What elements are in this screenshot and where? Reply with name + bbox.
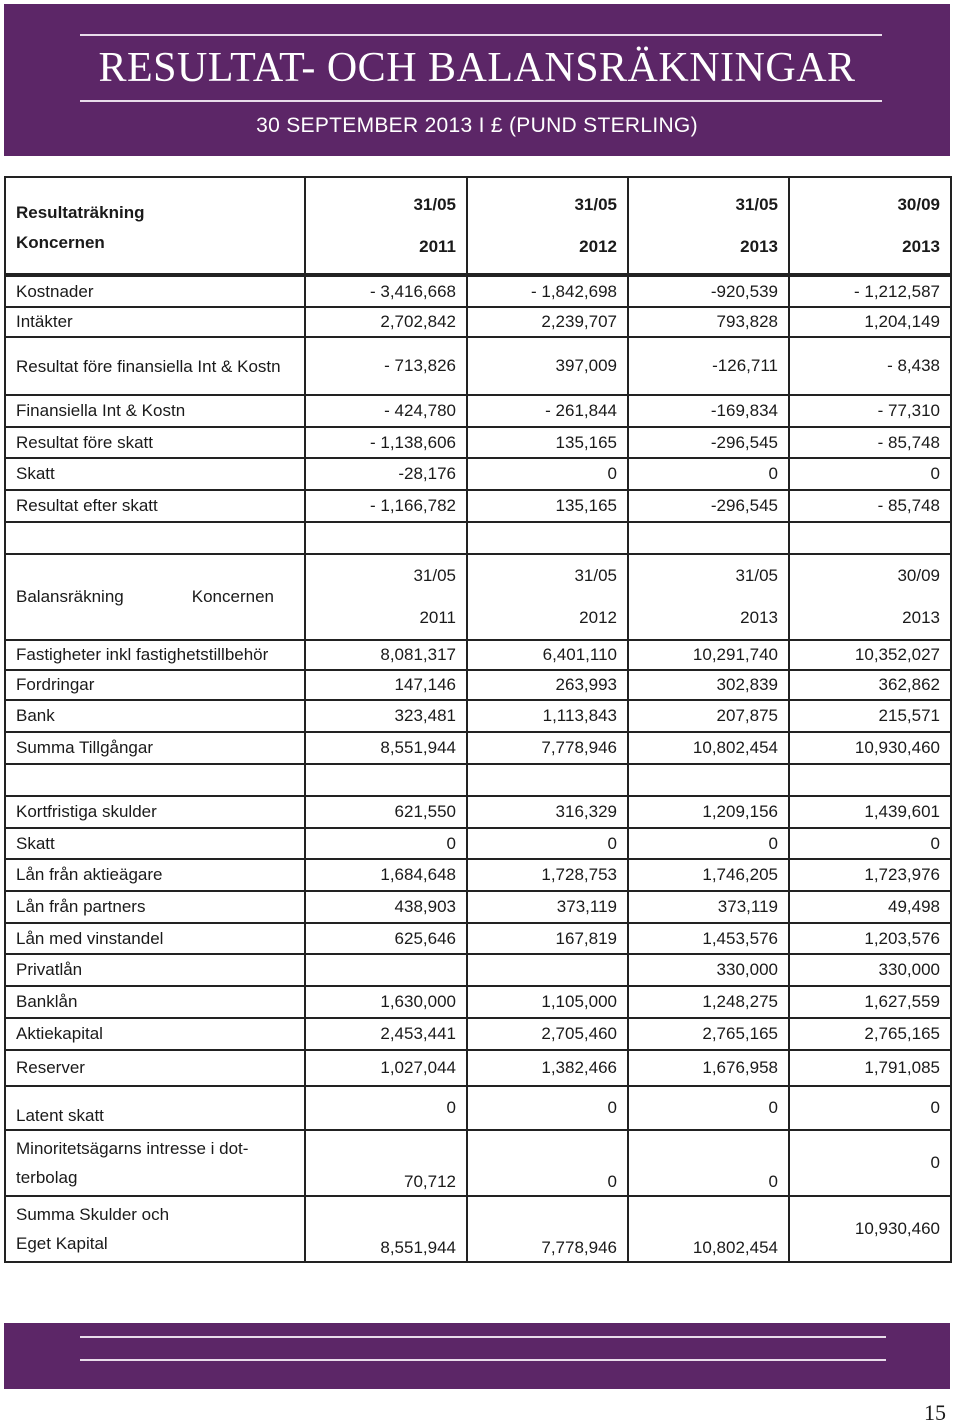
cell-value: 302,839 — [628, 670, 789, 700]
row-label: Kostnader — [5, 275, 305, 307]
cell-value: -126,711 — [628, 337, 789, 395]
balance-col-header: 30/09 2013 — [789, 554, 951, 640]
cell-value: 2,765,165 — [789, 1018, 951, 1050]
cell-value: 0 — [305, 828, 467, 859]
table-row — [5, 1086, 951, 1130]
cell-value: 1,105,000 — [467, 986, 628, 1018]
cell-value: 330,000 — [789, 954, 951, 986]
footer-rule-top — [80, 1336, 886, 1338]
income-col-header: 30/09 2013 — [789, 177, 951, 275]
cell-value: 373,119 — [467, 891, 628, 923]
header-rule-top — [80, 34, 882, 36]
income-col-header: 31/05 2013 — [628, 177, 789, 275]
cell-value: - 261,844 — [467, 395, 628, 427]
cell-value: 1,728,753 — [467, 859, 628, 891]
table-row — [5, 640, 951, 670]
row-label: Resultat före finansiella Int & Kostn — [5, 337, 305, 395]
table-row — [5, 307, 951, 337]
cell-value: 49,498 — [789, 891, 951, 923]
empty-cell — [467, 522, 628, 554]
cell-value: 1,746,205 — [628, 859, 789, 891]
table-row — [5, 458, 951, 490]
cell-value: 135,165 — [467, 427, 628, 458]
empty-cell — [5, 522, 305, 554]
row-label: Summa Tillgångar — [5, 732, 305, 764]
empty-cell — [628, 764, 789, 796]
table-row — [5, 891, 951, 923]
cell-value: - 77,310 — [789, 395, 951, 427]
cell-value: 323,481 — [305, 700, 467, 732]
cell-value: - 1,166,782 — [305, 490, 467, 522]
cell-value: 6,401,110 — [467, 640, 628, 670]
cell-value: 70,712 — [305, 1130, 467, 1196]
cell-value: 8,551,944 — [305, 1196, 467, 1262]
cell-value: 1,248,275 — [628, 986, 789, 1018]
cell-value: 7,778,946 — [467, 1196, 628, 1262]
cell-value: 793,828 — [628, 307, 789, 337]
row-label: Finansiella Int & Kostn — [5, 395, 305, 427]
empty-cell — [628, 522, 789, 554]
row-label: Aktiekapital — [5, 1018, 305, 1050]
cell-value: 330,000 — [628, 954, 789, 986]
cell-value: 1,209,156 — [628, 796, 789, 828]
cell-value: - 424,780 — [305, 395, 467, 427]
row-label: Fordringar — [5, 670, 305, 700]
cell-value: 0 — [789, 458, 951, 490]
cell-value: -296,545 — [628, 427, 789, 458]
balance-col-header: 31/05 2011 — [305, 554, 467, 640]
cell-value: 1,453,576 — [628, 923, 789, 954]
table-row — [5, 490, 951, 522]
cell-value: 1,791,085 — [789, 1050, 951, 1086]
footer-rule-bottom — [80, 1359, 886, 1361]
cell-value: 10,352,027 — [789, 640, 951, 670]
row-label — [5, 1130, 305, 1196]
row-label: Intäkter — [5, 307, 305, 337]
row-label: Skatt — [5, 458, 305, 490]
income-col-header: 31/05 2011 — [305, 177, 467, 275]
cell-value: 0 — [789, 1130, 951, 1196]
row-label: Resultat efter skatt — [5, 490, 305, 522]
balance-title: Balansräkning — [16, 587, 124, 606]
cell-value: -28,176 — [305, 458, 467, 490]
cell-value: - 85,748 — [789, 427, 951, 458]
empty-cell — [789, 764, 951, 796]
table-row — [5, 700, 951, 732]
cell-value: 1,027,044 — [305, 1050, 467, 1086]
cell-value: 625,646 — [305, 923, 467, 954]
cell-value: 7,778,946 — [467, 732, 628, 764]
income-title: Resultaträkning — [16, 202, 145, 222]
cell-value: - 1,842,698 — [467, 275, 628, 307]
cell-value: 0 — [467, 1130, 628, 1196]
row-label: Lån från partners — [5, 891, 305, 923]
balance-col-header: 31/05 2012 — [467, 554, 628, 640]
cell-value: - 85,748 — [789, 490, 951, 522]
cell-value: 1,382,466 — [467, 1050, 628, 1086]
cell-value: 373,119 — [628, 891, 789, 923]
row-label-line: Eget Kapital — [16, 1234, 108, 1253]
cell-value: 1,627,559 — [789, 986, 951, 1018]
cell-value: - 1,138,606 — [305, 427, 467, 458]
row-label — [5, 1196, 305, 1262]
header-banner — [4, 4, 950, 156]
cell-value: - 713,826 — [305, 337, 467, 395]
cell-value: 1,684,648 — [305, 859, 467, 891]
row-label: Fastigheter inkl fastighetstillbehör — [5, 640, 305, 670]
balance-col-header: 31/05 2013 — [628, 554, 789, 640]
cell-value: 215,571 — [789, 700, 951, 732]
cell-value: 362,862 — [789, 670, 951, 700]
table-row — [5, 828, 951, 859]
cell-value: 1,203,576 — [789, 923, 951, 954]
empty-cell — [467, 764, 628, 796]
cell-value: -920,539 — [628, 275, 789, 307]
cell-value: 0 — [628, 458, 789, 490]
spacer-row — [5, 764, 951, 796]
cell-value: - 8,438 — [789, 337, 951, 395]
empty-cell — [5, 764, 305, 796]
table-row — [5, 954, 951, 986]
spacer-row — [5, 522, 951, 554]
cell-value: 1,204,149 — [789, 307, 951, 337]
cell-value: 0 — [467, 828, 628, 859]
cell-value: 1,723,976 — [789, 859, 951, 891]
row-label-line: Minoritetsägarns intresse i dot- — [16, 1139, 249, 1158]
row-label-line: Summa Skulder och — [16, 1205, 170, 1224]
row-label: Lån med vinstandel — [5, 923, 305, 954]
cell-value: 0 — [628, 1086, 789, 1130]
cell-value: 207,875 — [628, 700, 789, 732]
row-label: Skatt — [5, 828, 305, 859]
page-number: 15 — [924, 1400, 946, 1425]
income-header-row — [5, 177, 951, 275]
cell-value: 0 — [467, 458, 628, 490]
table-row — [5, 1130, 951, 1196]
cell-value: 10,291,740 — [628, 640, 789, 670]
cell-value: 10,930,460 — [789, 1196, 951, 1262]
cell-value: 438,903 — [305, 891, 467, 923]
table-row — [5, 275, 951, 307]
table-row — [5, 1018, 951, 1050]
cell-value: 0 — [467, 1086, 628, 1130]
cell-value: 397,009 — [467, 337, 628, 395]
cell-value: 1,113,843 — [467, 700, 628, 732]
row-label: Latent skatt — [5, 1086, 305, 1130]
cell-value — [467, 954, 628, 986]
cell-value: -296,545 — [628, 490, 789, 522]
cell-value: 1,439,601 — [789, 796, 951, 828]
cell-value: 10,802,454 — [628, 1196, 789, 1262]
cell-value: 135,165 — [467, 490, 628, 522]
empty-cell — [789, 522, 951, 554]
cell-value: 621,550 — [305, 796, 467, 828]
cell-value: 10,930,460 — [789, 732, 951, 764]
table-row — [5, 337, 951, 395]
cell-value: 0 — [305, 1086, 467, 1130]
income-col-header: 31/05 2012 — [467, 177, 628, 275]
row-label: Privatlån — [5, 954, 305, 986]
financial-table — [4, 176, 952, 1263]
cell-value: 1,630,000 — [305, 986, 467, 1018]
cell-value: 147,146 — [305, 670, 467, 700]
cell-value: 263,993 — [467, 670, 628, 700]
cell-value: 316,329 — [467, 796, 628, 828]
empty-cell — [305, 764, 467, 796]
cell-value: 167,819 — [467, 923, 628, 954]
row-label: Reserver — [5, 1050, 305, 1086]
balance-header-row — [5, 554, 951, 640]
cell-value: -169,834 — [628, 395, 789, 427]
cell-value: - 1,212,587 — [789, 275, 951, 307]
cell-value: 2,239,707 — [467, 307, 628, 337]
table-row — [5, 427, 951, 458]
cell-value: 8,551,944 — [305, 732, 467, 764]
cell-value — [305, 954, 467, 986]
cell-value: 2,702,842 — [305, 307, 467, 337]
cell-value: 0 — [628, 828, 789, 859]
table-row — [5, 1050, 951, 1086]
balance-subtitle: Koncernen — [191, 587, 274, 606]
empty-cell — [305, 522, 467, 554]
balance-header-label — [5, 554, 305, 640]
table-row — [5, 986, 951, 1018]
page-title: RESULTAT- OCH BALANSRÄKNINGAR — [98, 45, 856, 91]
income-subtitle: Koncernen — [16, 232, 105, 252]
page-subtitle: 30 SEPTEMBER 2013 I £ (PUND STERLING) — [256, 114, 698, 137]
table-row — [5, 923, 951, 954]
table-row — [5, 796, 951, 828]
cell-value: 1,676,958 — [628, 1050, 789, 1086]
row-label: Kortfristiga skulder — [5, 796, 305, 828]
table-row — [5, 670, 951, 700]
row-label: Bank — [5, 700, 305, 732]
row-label: Lån från aktieägare — [5, 859, 305, 891]
cell-value: 10,802,454 — [628, 732, 789, 764]
income-header-label — [5, 177, 305, 275]
table-row — [5, 395, 951, 427]
cell-value: 0 — [789, 828, 951, 859]
footer-banner — [4, 1323, 950, 1389]
row-label-line: terbolag — [16, 1168, 78, 1187]
header-rule-bottom — [80, 100, 882, 102]
table-row — [5, 859, 951, 891]
cell-value: - 3,416,668 — [305, 275, 467, 307]
cell-value: 2,705,460 — [467, 1018, 628, 1050]
cell-value: 2,453,441 — [305, 1018, 467, 1050]
row-label: Resultat före skatt — [5, 427, 305, 458]
cell-value: 0 — [628, 1130, 789, 1196]
cell-value: 8,081,317 — [305, 640, 467, 670]
table-row — [5, 1196, 951, 1262]
cell-value: 0 — [789, 1086, 951, 1130]
row-label: Banklån — [5, 986, 305, 1018]
table-row — [5, 732, 951, 764]
cell-value: 2,765,165 — [628, 1018, 789, 1050]
